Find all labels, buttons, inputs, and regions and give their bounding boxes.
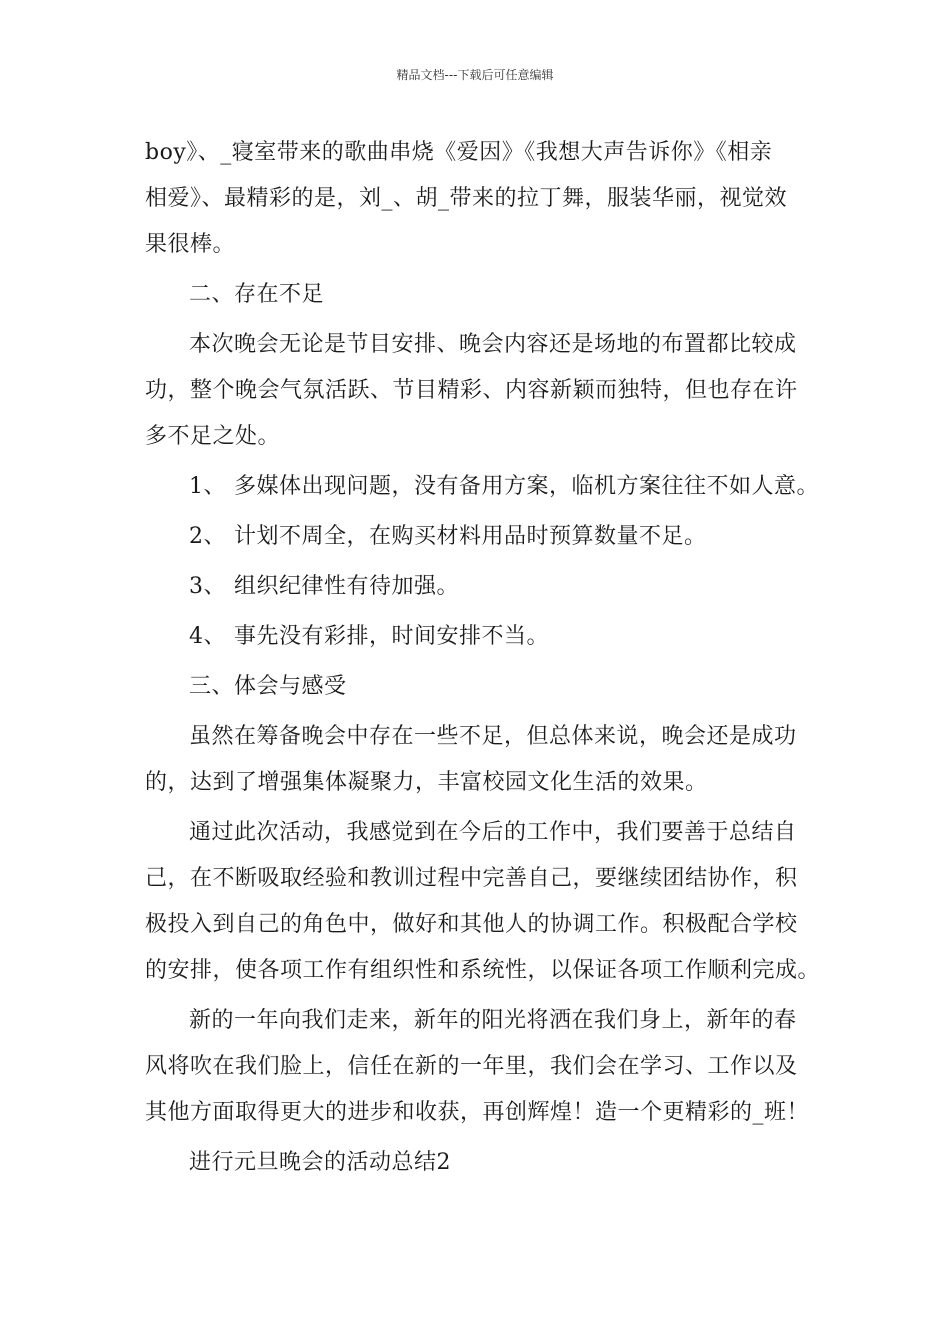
section-title: 进行元旦晚会的活动总结2 (189, 1150, 451, 1175)
page-header: 精品文档---下载后可任意编辑 (396, 68, 554, 82)
paragraph-line: 功，整个晚会气氛活跃、节目精彩、内容新颖而独特，但也存在许 (145, 378, 798, 403)
section-heading: 二、存在不足 (189, 282, 325, 307)
paragraph-line: 通过此次活动，我感觉到在今后的工作中，我们要善于总结自 (189, 820, 797, 845)
list-number: 4、 (189, 624, 226, 649)
paragraph-line: 极投入到自己的角色中，做好和其他人的协调工作。积极配合学校 (145, 912, 798, 937)
paragraph-line: 新的一年向我们走来，新年的阳光将洒在我们身上，新年的春 (189, 1008, 797, 1033)
paragraph-line: 的，达到了增强集体凝聚力，丰富校园文化生活的效果。 (145, 770, 708, 795)
paragraph-line: boy》、_寝室带来的歌曲串烧《爱因》《我想大声告诉你》《相亲 (145, 140, 773, 165)
section-heading: 三、体会与感受 (189, 674, 347, 699)
paragraph-line: 其他方面取得更大的进步和收获，再创辉煌！造一个更精彩的_班！ (145, 1100, 810, 1125)
list-text: 组织纪律性有待加强。 (234, 574, 460, 599)
paragraph-line: 虽然在筹备晚会中存在一些不足，但总体来说，晚会还是成功 (189, 724, 797, 749)
list-number: 2、 (189, 524, 226, 549)
paragraph-line: 相爱》、最精彩的是，刘_、胡_带来的拉丁舞，服装华丽，视觉效 (145, 186, 788, 211)
paragraph-line: 本次晚会无论是节目安排、晚会内容还是场地的布置都比较成 (189, 332, 797, 357)
list-text: 事先没有彩排，时间安排不当。 (234, 624, 550, 649)
list-item (145, 564, 809, 610)
paragraph-line: 多不足之处。 (145, 424, 281, 449)
list-item (145, 614, 809, 660)
paragraph-line: 果很棒。 (145, 232, 236, 257)
document-body (145, 130, 821, 1186)
list-number: 3、 (189, 574, 226, 599)
list-text: 多媒体出现问题，没有备用方案，临机方案往往不如人意。 (234, 474, 820, 499)
paragraph-line: 的安排，使各项工作有组织性和系统性，以保证各项工作顺利完成。 (145, 958, 821, 983)
paragraph-line: 风将吹在我们脸上，信任在新的一年里，我们会在学习、工作以及 (145, 1054, 798, 1079)
list-item (145, 464, 820, 510)
list-text: 计划不周全，在购买材料用品时预算数量不足。 (234, 524, 707, 549)
list-item (145, 514, 809, 560)
list-number: 1、 (189, 474, 226, 499)
paragraph-line: 己，在不断吸取经验和教训过程中完善自己，要继续团结协作，积 (145, 866, 798, 891)
